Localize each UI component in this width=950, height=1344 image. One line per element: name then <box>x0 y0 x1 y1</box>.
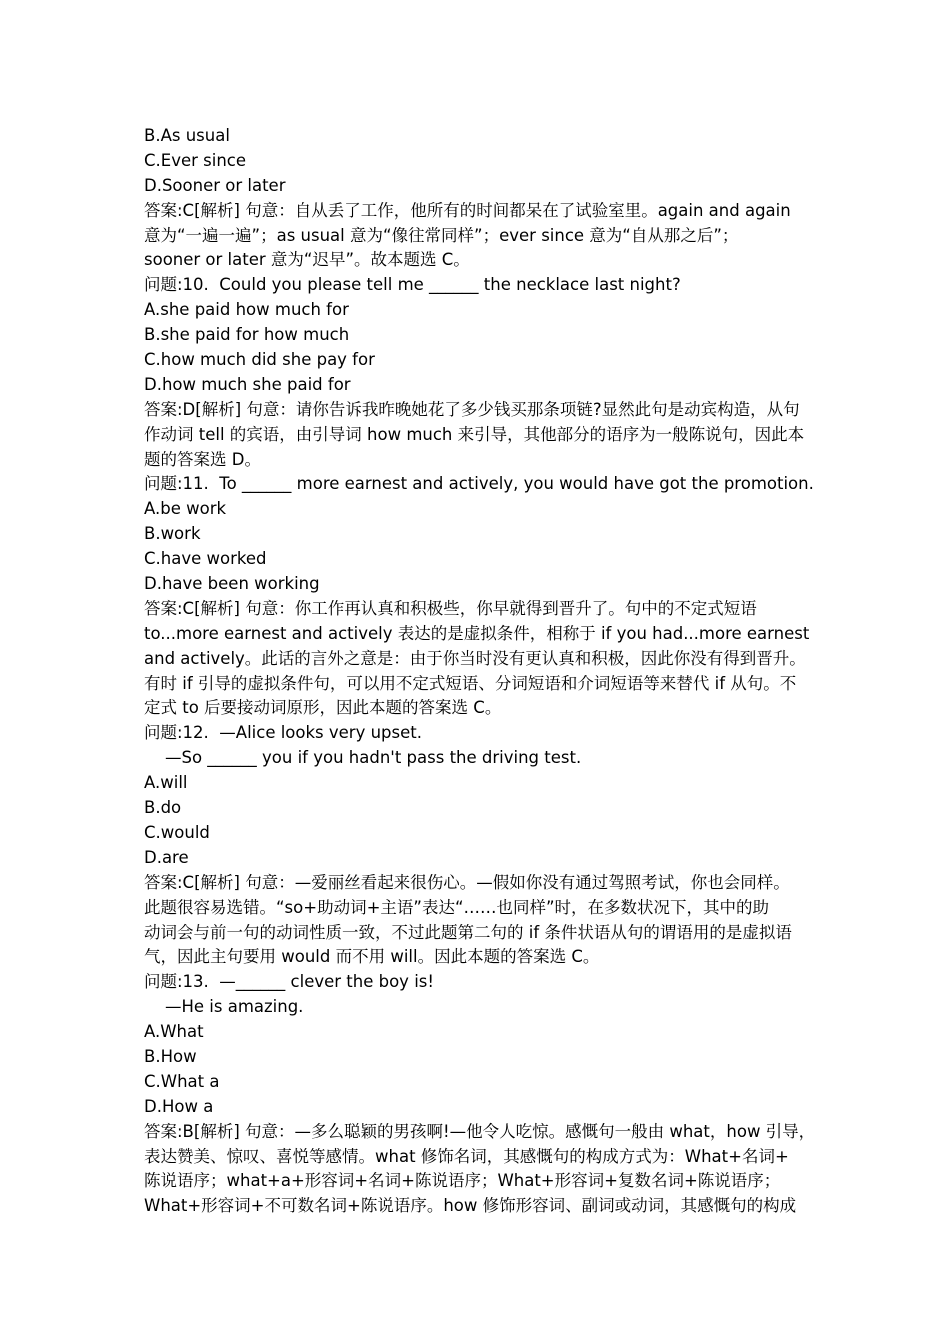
text-line: C.Ever since <box>144 150 246 170</box>
text-line: A.will <box>144 773 188 793</box>
text-line: D.How a <box>144 1096 214 1116</box>
text-line: 气，因此主句要用 would 而不用 will。因此本题的答案选 C。 <box>144 947 600 967</box>
text-line: 表达赞美、惊叹、喜悦等感情。what 修饰名词，其感慨句的构成方式为：What+名词+ <box>144 1146 789 1166</box>
text-line: and actively。此话的言外之意是：由于你当时没有更认真和积极，因此你没有得到晋升。 <box>144 648 806 668</box>
text-line: C.how much did she pay for <box>144 350 375 370</box>
text-line: 问题:10. Could you please tell me ______ the necklace last night? <box>144 275 681 295</box>
text-line: 答案:D[解析] 句意：请你告诉我昨晚她花了多少钱买那条项链?显然此句是动宾构造，从句 <box>144 399 800 419</box>
text-line: D.have been working <box>144 574 320 594</box>
text-line: 意为“一遍一遍”；as usual 意为“像往常同样”；ever since 意为“自从那之后”； <box>144 225 739 245</box>
text-line: 题的答案选 D。 <box>144 449 261 469</box>
text-line: D.how much she paid for <box>144 374 351 394</box>
text-line: 陈说语序；what+a+形容词+名词+陈说语序；What+形容词+复数名词+陈说语序； <box>144 1171 781 1191</box>
text-line: C.What a <box>144 1071 220 1091</box>
text-line: A.she paid how much for <box>144 300 349 320</box>
text-line: B.How <box>144 1046 197 1066</box>
text-line: 动词会与前一句的动词性质一致，不过此题第二句的 if 条件状语从句的谓语用的是虚拟语 <box>144 922 792 942</box>
text-line: 问题:11. To ______ more earnest and actively, you would have got the promotion. <box>144 474 814 494</box>
text-line: —So ______ you if you hadn't pass the driving test. <box>144 748 582 768</box>
text-line: 答案:C[解析] 句意：自从丢了工作，他所有的时间都呆在了试验室里。again and again <box>144 200 791 220</box>
document-page <box>144 124 824 1219</box>
text-line: 答案:C[解析] 句意：—爱丽丝看起来很伤心。—假如你没有通过驾照考试，你也会同样。 <box>144 872 790 892</box>
text-line: B.work <box>144 524 201 544</box>
text-line: B.she paid for how much <box>144 325 350 345</box>
text-line: 作动词 tell 的宾语，由引导词 how much 来引导，其他部分的语序为一般陈说句，因此本 <box>144 424 805 444</box>
text-line: B.As usual <box>144 126 230 145</box>
text-line: A.be work <box>144 499 227 519</box>
text-line: sooner or later 意为“迟早”。故本题选 C。 <box>144 250 470 270</box>
text-line: A.What <box>144 1022 204 1042</box>
text-line: 答案:C[解析] 句意：你工作再认真和积极些，你早就得到晋升了。句中的不定式短语 <box>144 598 757 618</box>
text-line: B.do <box>144 798 182 818</box>
text-line: What+形容词+不可数名词+陈说语序。how 修饰形容词、副词或动词，其感慨句的构成 <box>144 1196 797 1216</box>
text-line: C.have worked <box>144 549 267 569</box>
text-line: 此题很容易选错。“so+助动词+主语”表达“……也同样”时，在多数状况下，其中的助 <box>144 897 770 917</box>
text-line: C.would <box>144 822 210 842</box>
text-line: —He is amazing. <box>144 997 304 1017</box>
text-line: D.are <box>144 847 189 867</box>
text-line: 有时 if 引导的虚拟条件句，可以用不定式短语、分词短语和介词短语等来替代 if 从句。不 <box>144 673 797 693</box>
text-line: 问题:13. —______ clever the boy is! <box>144 972 434 992</box>
text-line: D.Sooner or later <box>144 175 286 195</box>
text-line: 定式 to 后要接动词原形，因此本题的答案选 C。 <box>144 698 502 718</box>
text-line: to...more earnest and actively 表达的是虚拟条件，相称于 if you had...more earnest <box>144 623 810 643</box>
text-line: 问题:12. —Alice looks very upset. <box>144 723 422 743</box>
text-line: 答案:B[解析] 句意：—多么聪颖的男孩啊!—他令人吃惊。感慨句一般由 what，how 引导， <box>144 1121 816 1141</box>
